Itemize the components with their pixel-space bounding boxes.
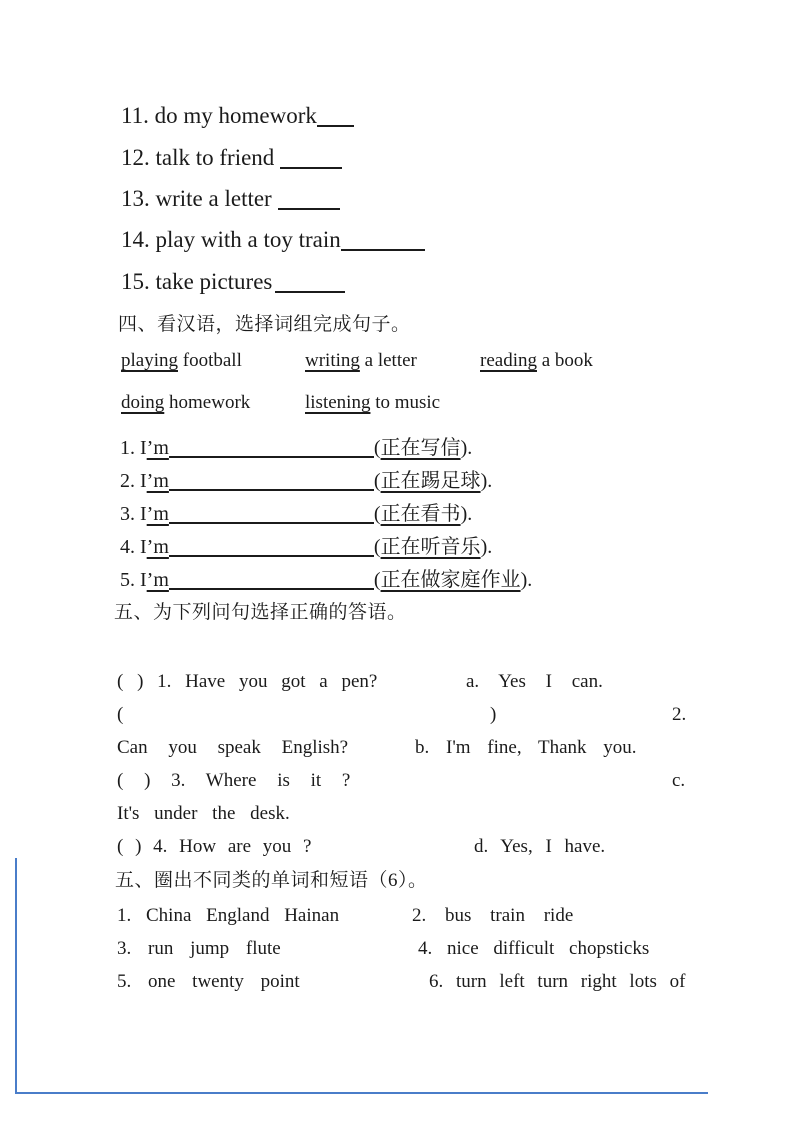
sentence-number-4: 4. — [120, 536, 135, 558]
open-paren-3: ( — [373, 503, 381, 525]
wordbank-reading-a-book — [480, 350, 593, 372]
section5b-title: 五、圈出不同类的单词和短语（6）。 — [115, 870, 428, 891]
subject-i: I — [140, 437, 147, 459]
open-paren-1: ( — [373, 437, 381, 459]
subject-i: I — [140, 470, 147, 492]
phrase-text-11: 11. do my homework — [121, 103, 317, 128]
qa-line-3 — [117, 737, 717, 759]
answer-blank-15 — [275, 290, 345, 293]
word-bank-row-2 — [121, 392, 441, 414]
odd-group-3: 3. run jump flute — [117, 938, 281, 959]
wordbank-rest-a-book: a book — [536, 350, 593, 371]
answer-blank-13 — [278, 207, 340, 210]
subject-i: I — [140, 536, 147, 558]
odd-group-5: 5. one twenty point — [117, 971, 300, 992]
close-paren-3: ). — [460, 503, 473, 525]
sentence-blank-1 — [169, 455, 374, 458]
wordbank-writing-a-letter — [305, 350, 417, 372]
answer-blank-12 — [280, 166, 342, 169]
section4-title: 四、看汉语，选择词组完成句子。 — [118, 314, 411, 335]
open-paren-4: ( — [373, 536, 381, 558]
sentence-item-3 — [120, 503, 472, 526]
wordbank-playing-football — [121, 350, 242, 371]
question-2-number: 2. — [672, 704, 687, 725]
table-border-vertical — [15, 858, 17, 1094]
wordbank-word-reading: reading — [480, 350, 537, 371]
answer-d: d. Yes, I have. — [474, 836, 606, 857]
chinese-hint-1: 正在写信 — [380, 437, 461, 459]
phrase-item-13 — [121, 186, 340, 212]
sentence-number-1: 1. — [120, 437, 135, 459]
answer-c-letter: c. — [672, 770, 686, 791]
wordbank-word-listening: listening — [305, 392, 371, 413]
wordbank-rest-homework: homework — [164, 392, 251, 413]
odd-group-6: 6. turn left turn right lots of — [429, 971, 686, 992]
qa-line-4 — [117, 770, 717, 792]
phrase-text-15: 15. take pictures — [121, 269, 273, 294]
wordbank-rest-to-music: to music — [370, 392, 441, 413]
sentence-blank-4 — [169, 554, 374, 557]
subject-m: ’m — [146, 503, 169, 525]
sentence-blank-3 — [169, 521, 374, 524]
chinese-hint-3: 正在看书 — [380, 503, 461, 525]
odd-row-1 — [117, 905, 737, 927]
subject-m: ’m — [146, 569, 169, 591]
phrase-item-12 — [121, 145, 342, 171]
chinese-hint-4: 正在听音乐 — [380, 536, 481, 558]
chinese-hint-2: 正在踢足球 — [380, 470, 481, 492]
odd-group-4: 4. nice difficult chopsticks — [418, 938, 650, 959]
subject-m: ’m — [146, 470, 169, 492]
odd-group-1: 1. China England Hainan — [117, 905, 340, 926]
answer-blank-14 — [341, 248, 425, 251]
qa-line-6 — [117, 836, 717, 858]
question-2-text: Can you speak English? — [117, 737, 349, 758]
close-bracket-2: ) — [490, 704, 497, 725]
phrase-text-12: 12. talk to friend — [121, 145, 275, 170]
wordbank-rest-a-letter: a letter — [359, 350, 417, 371]
sentence-blank-5 — [169, 587, 374, 590]
phrase-item-15 — [121, 269, 345, 295]
wordbank-word-playing: playing — [121, 350, 178, 371]
question-4: ( ) 4. How are you ? — [117, 836, 312, 857]
close-paren-5: ). — [520, 569, 533, 591]
section5a-title: 五、为下列问句选择正确的答语。 — [114, 602, 407, 623]
question-1: ( ) 1. Have you got a pen? — [117, 671, 378, 692]
table-border-horizontal — [15, 1092, 708, 1094]
sentence-item-2 — [120, 470, 492, 493]
close-paren-1: ). — [460, 437, 473, 459]
sentence-number-2: 2. — [120, 470, 135, 492]
chinese-hint-5: 正在做家庭作业 — [380, 569, 521, 591]
phrase-item-11 — [121, 103, 354, 129]
wordbank-doing-homework — [121, 392, 250, 413]
open-paren-5: ( — [373, 569, 381, 591]
phrase-item-14 — [121, 227, 425, 253]
odd-row-2 — [117, 938, 737, 960]
subject-i: I — [140, 569, 147, 591]
answer-blank-11 — [317, 124, 354, 127]
odd-group-2: 2. bus train ride — [412, 905, 574, 926]
subject-m: ’m — [146, 437, 169, 459]
sentence-number-3: 3. — [120, 503, 135, 525]
sentence-blank-2 — [169, 488, 374, 491]
phrase-text-13: 13. write a letter — [121, 186, 272, 211]
close-paren-4: ). — [480, 536, 493, 558]
subject-m: ’m — [146, 536, 169, 558]
phrase-text-14: 14. play with a toy train — [121, 227, 341, 252]
answer-a: a. Yes I can. — [466, 671, 603, 692]
qa-line-5 — [117, 803, 717, 825]
open-bracket-2: ( — [117, 704, 124, 725]
answer-b: b. I'm fine, Thank you. — [415, 737, 637, 758]
sentence-item-1 — [120, 437, 472, 460]
subject-i: I — [140, 503, 147, 525]
open-paren-2: ( — [373, 470, 381, 492]
answer-c-text: It's under the desk. — [117, 803, 290, 824]
word-bank-row-1 — [121, 350, 593, 372]
wordbank-rest-football: football — [178, 350, 242, 371]
sentence-item-4 — [120, 536, 492, 559]
wordbank-word-writing: writing — [305, 350, 360, 371]
qa-line-2 — [117, 704, 717, 726]
close-paren-2: ). — [480, 470, 493, 492]
odd-row-3 — [117, 971, 737, 993]
qa-line-1 — [117, 671, 717, 693]
question-3: ( ) 3. Where is it ? — [117, 770, 351, 791]
sentence-item-5 — [120, 569, 532, 592]
wordbank-word-doing: doing — [121, 392, 165, 413]
sentence-number-5: 5. — [120, 569, 135, 591]
wordbank-listening-to-music — [305, 392, 440, 414]
